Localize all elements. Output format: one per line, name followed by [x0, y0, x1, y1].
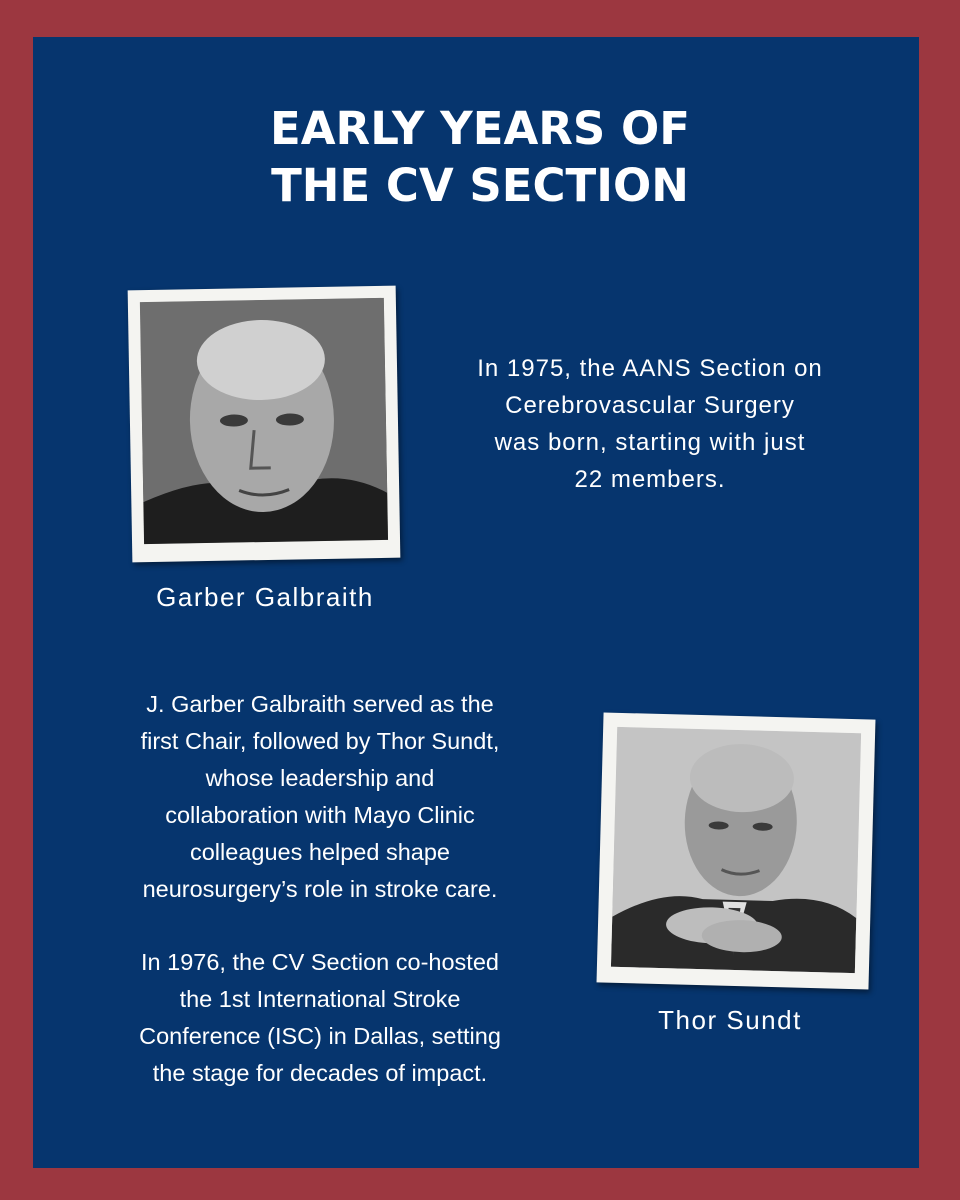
- leadership-line: neurosurgery’s role in stroke care.: [142, 876, 498, 902]
- title-line-2: THE CV SECTION: [271, 159, 689, 212]
- photo-caption-galbraith: Garber Galbraith: [156, 582, 374, 612]
- photo-frame-sundt: [597, 712, 876, 989]
- portrait-sundt-image: [611, 727, 861, 973]
- leadership-line: collaboration with Mayo Clinic: [165, 802, 475, 828]
- photo-caption-sundt: Thor Sundt: [658, 1005, 802, 1035]
- founding-line: Cerebrovascular Surgery: [505, 392, 795, 419]
- leadership-line: first Chair, followed by Thor Sundt,: [140, 728, 500, 754]
- page-title: [0, 100, 960, 214]
- photo-frame-galbraith: [128, 286, 401, 563]
- portrait-galbraith-image: [140, 298, 388, 544]
- conference-line: Conference (ISC) in Dallas, setting: [139, 1023, 501, 1049]
- founding-paragraph: [440, 350, 860, 498]
- leadership-paragraph: [70, 686, 570, 908]
- founding-line: 22 members.: [574, 466, 726, 493]
- conference-line: the 1st International Stroke: [179, 986, 461, 1012]
- conference-line: In 1976, the CV Section co-hosted: [141, 949, 499, 975]
- conference-paragraph: [70, 944, 570, 1092]
- leadership-line: whose leadership and: [205, 765, 435, 791]
- founding-line: In 1975, the AANS Section on: [477, 355, 823, 382]
- founding-line: was born, starting with just: [494, 429, 806, 456]
- leadership-line: colleagues helped shape: [189, 839, 450, 865]
- leadership-line: J. Garber Galbraith served as the: [146, 691, 494, 717]
- conference-line: the stage for decades of impact.: [152, 1060, 488, 1086]
- title-line-1: EARLY YEARS OF: [269, 102, 690, 155]
